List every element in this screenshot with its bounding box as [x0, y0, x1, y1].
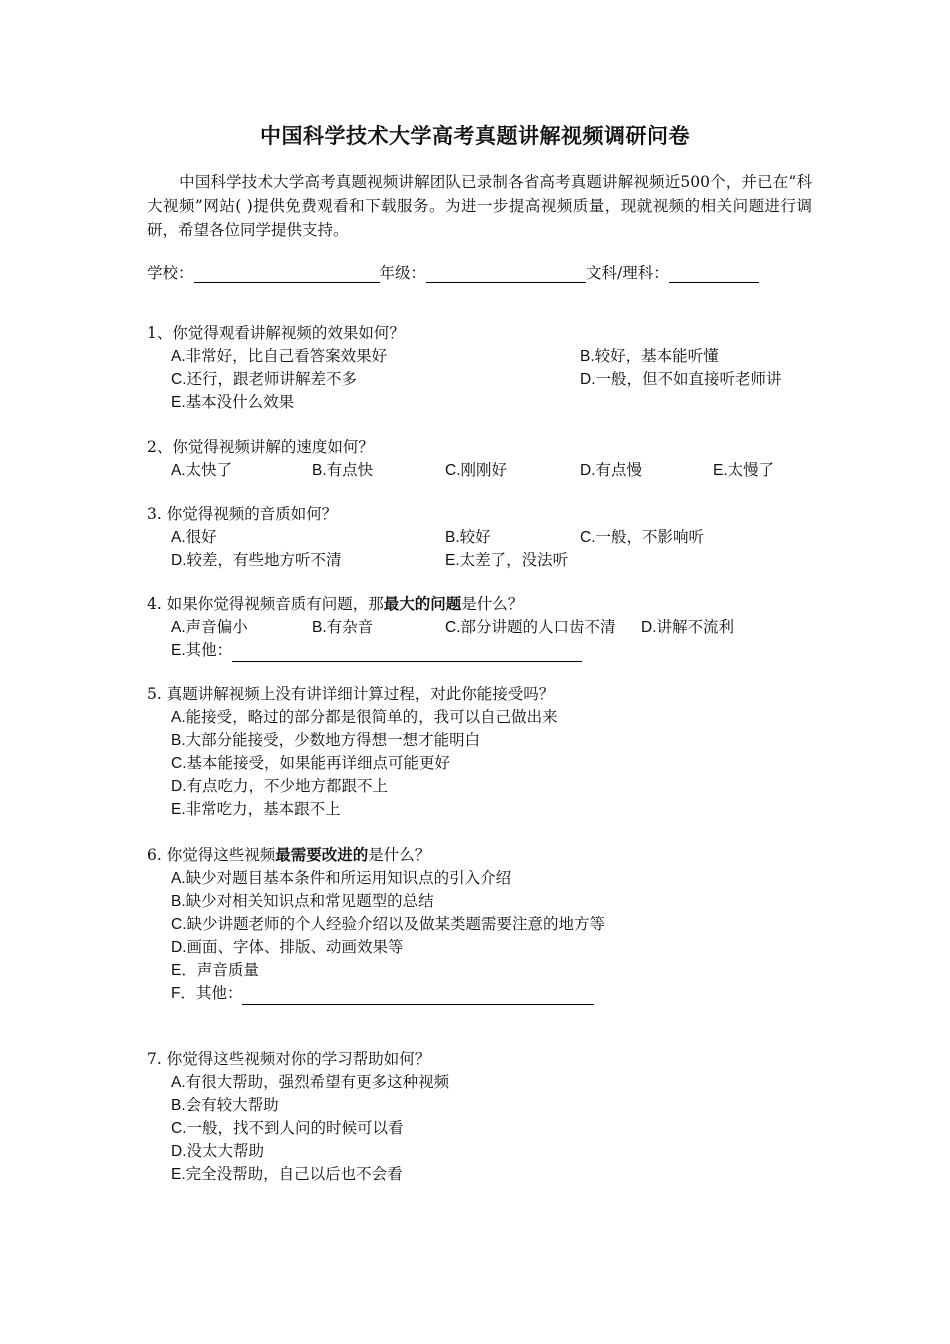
- option-d[interactable]: D.有点吃力，不少地方都跟不上: [171, 777, 389, 795]
- option-a[interactable]: A.非常好，比自己看答案效果好: [171, 347, 388, 365]
- question-stem: 5. 真题讲解视频上没有讲详细计算过程，对此你能接受吗？: [147, 685, 555, 703]
- option-d[interactable]: D.画面、字体、排版、动画效果等: [171, 938, 404, 956]
- option-d[interactable]: D.讲解不流利: [641, 618, 735, 636]
- option-b[interactable]: B.缺少对相关知识点和常见题型的总结: [171, 892, 434, 910]
- option-row: [147, 368, 827, 391]
- question-stem: 7. 你觉得这些视频对你的学习帮助如何？: [147, 1050, 431, 1068]
- question-stem: 2、你觉得视频讲解的速度如何？: [147, 438, 374, 456]
- question-7: [147, 1048, 827, 1186]
- option-e[interactable]: E.基本没什么效果: [171, 393, 295, 411]
- option-a[interactable]: A.很好: [171, 528, 217, 546]
- option-c[interactable]: C.部分讲题的人口齿不清: [445, 618, 616, 636]
- option-d[interactable]: D.有点慢: [580, 461, 643, 479]
- intro-text: 中国科学技术大学高考真题视频讲解团队已录制各省高考真题讲解视频近500个，并已在“科大视频”网站( )提供免费观看和下载服务。为进一步提高视频质量，现就视频的相关问题进行调研，希望各位同学提供支持。: [147, 173, 812, 239]
- option-row: [147, 616, 827, 639]
- option-c[interactable]: C.一般，不影响听: [580, 528, 705, 546]
- option-row: [147, 890, 827, 913]
- option-e[interactable]: E.完全没帮助，自己以后也不会看: [171, 1165, 403, 1183]
- question-3: [147, 503, 827, 572]
- option-row: [147, 549, 827, 572]
- respondent-info-row: [147, 261, 759, 283]
- option-f[interactable]: F．其他：: [171, 982, 594, 1005]
- emphasis-text: 最需要改进的: [275, 846, 369, 864]
- option-a[interactable]: A.声音偏小: [171, 618, 248, 636]
- option-e[interactable]: E.太慢了: [713, 461, 775, 479]
- option-b[interactable]: B.有杂音: [312, 618, 374, 636]
- option-row: [147, 1117, 827, 1140]
- option-row: [147, 1094, 827, 1117]
- grade-label: 年级：: [379, 264, 427, 282]
- option-a[interactable]: A.有很大帮助，强烈希望有更多这种视频: [171, 1073, 450, 1091]
- page-title: 中国科学技术大学高考真题讲解视频调研问卷: [260, 124, 690, 148]
- option-c[interactable]: C.还行，跟老师讲解差不多: [171, 370, 358, 388]
- option-row: [147, 1163, 827, 1186]
- option-c[interactable]: C.刚刚好: [445, 461, 508, 479]
- option-row: [147, 459, 827, 482]
- question-4: [147, 593, 827, 662]
- option-e[interactable]: E.非常吃力，基本跟不上: [171, 800, 341, 818]
- option-b[interactable]: B.较好，基本能听懂: [580, 347, 719, 365]
- option-row: [147, 1140, 827, 1163]
- intro-paragraph: [147, 170, 812, 242]
- option-row: [147, 391, 827, 414]
- option-d[interactable]: D.没太大帮助: [171, 1142, 265, 1160]
- option-c[interactable]: C.基本能接受，如果能再详细点可能更好: [171, 754, 451, 772]
- option-b[interactable]: B.会有较大帮助: [171, 1096, 279, 1114]
- question-stem: 1、你觉得观看讲解视频的效果如何？: [147, 324, 405, 342]
- track-blank[interactable]: [669, 264, 759, 283]
- option-d[interactable]: D.较差，有些地方听不清: [171, 551, 342, 569]
- option-row: [147, 798, 827, 821]
- emphasis-text: 最大的问题: [383, 595, 462, 613]
- option-row: [147, 729, 827, 752]
- option-a[interactable]: A.缺少对题目基本条件和所运用知识点的引入介绍: [171, 869, 512, 887]
- option-e[interactable]: E.太差了，没法听: [445, 551, 569, 569]
- option-c[interactable]: C.缺少讲题老师的个人经验介绍以及做某类题需要注意的地方等: [171, 915, 606, 933]
- option-b[interactable]: B.有点快: [312, 461, 374, 479]
- option-row: [147, 959, 827, 982]
- question-2: [147, 436, 827, 482]
- option-row: [147, 752, 827, 775]
- option-row: [147, 867, 827, 890]
- option-c[interactable]: C.一般，找不到人问的时候可以看: [171, 1119, 404, 1137]
- grade-blank[interactable]: [426, 264, 586, 283]
- question-stem: 3. 你觉得视频的音质如何？: [147, 505, 338, 523]
- option-a[interactable]: A.能接受，略过的部分都是很简单的，我可以自己做出来: [171, 708, 558, 726]
- option-b[interactable]: B.较好: [445, 528, 491, 546]
- option-row: [147, 526, 827, 549]
- other-blank[interactable]: [242, 986, 594, 1005]
- question-stem: 6. 你觉得这些视频最需要改进的是什么？: [147, 846, 431, 864]
- option-a[interactable]: A.太快了: [171, 461, 233, 479]
- option-row: [147, 345, 827, 368]
- option-d[interactable]: D.一般，但不如直接听老师讲: [580, 370, 782, 388]
- option-row: [147, 913, 827, 936]
- option-row: [147, 1071, 827, 1094]
- option-row: [147, 639, 827, 662]
- option-b[interactable]: B.大部分能接受，少数地方得想一想才能明白: [171, 731, 481, 749]
- option-row: [147, 982, 827, 1005]
- option-e[interactable]: E.其他：: [171, 639, 582, 662]
- other-blank[interactable]: [232, 643, 582, 662]
- school-label: 学校：: [147, 264, 194, 282]
- option-row: [147, 775, 827, 798]
- option-row: [147, 936, 827, 959]
- school-blank[interactable]: [194, 264, 380, 283]
- track-label: 文科/理科：: [586, 264, 669, 282]
- question-5: [147, 683, 827, 821]
- option-row: [147, 706, 827, 729]
- question-6: [147, 844, 827, 1005]
- option-e[interactable]: E．声音质量: [171, 961, 259, 979]
- question-stem: 4. 如果你觉得视频音质有问题，那最大的问题是什么？: [147, 595, 524, 613]
- question-1: [147, 322, 827, 414]
